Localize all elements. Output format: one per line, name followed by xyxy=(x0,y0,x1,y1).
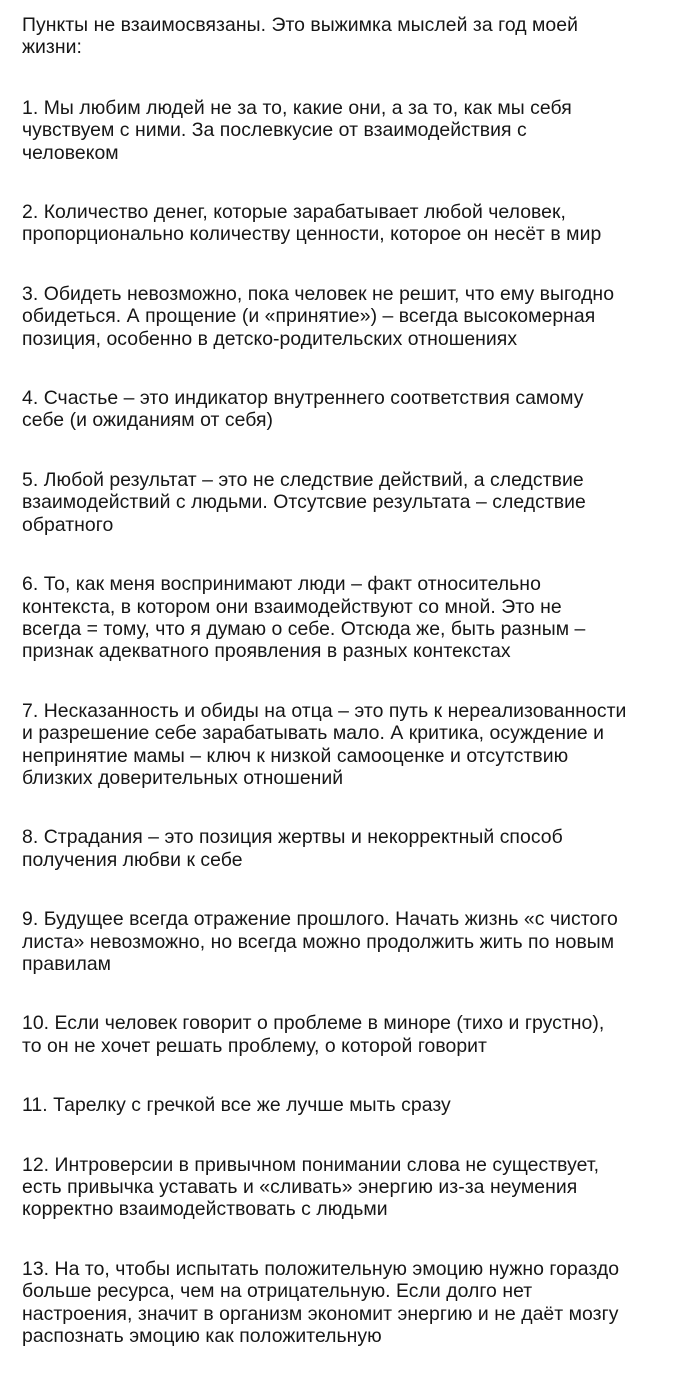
list-item-line: 9. Будущее всегда отражение прошлого. Начать жизнь «с чистого xyxy=(22,908,618,931)
list-item-line: больше ресурса, чем на отрицательную. Если долго нет xyxy=(22,1280,533,1303)
list-item-line: обратного xyxy=(22,513,114,536)
list-item-line: правилам xyxy=(22,952,112,975)
list-item-line: распознать эмоцию как положительную xyxy=(22,1325,382,1348)
list-item-line: 4. Счастье – это индикатор внутреннего соответствия самому xyxy=(22,387,584,410)
list-item-line: 7. Несказанность и обиды на отца – это путь к нереализованности xyxy=(22,699,627,722)
list-item-line: 6. То, как меня воспринимают люди – факт относительно xyxy=(22,573,541,596)
list-item-line: листа» невозможно, но всегда можно продолжить жить по новым xyxy=(22,930,615,953)
list-item-line: пропорционально количеству ценности, которое он несёт в мир xyxy=(22,223,602,246)
intro-line: жизни: xyxy=(22,36,82,59)
list-item-5 xyxy=(22,469,682,536)
list-item-8 xyxy=(22,826,682,871)
list-item-line: всегда = тому, что я думаю о себе. Отсюда же, быть разным – xyxy=(22,617,586,640)
list-item-line: позиция, особенно в детско-родительских отношениях xyxy=(22,327,518,350)
list-item-line: близких доверительных отношений xyxy=(22,766,344,789)
list-item-line: то он не хочет решать проблему, о которой говорит xyxy=(22,1034,487,1057)
list-item-line: признак адекватного проявления в разных контекстах xyxy=(22,640,511,663)
intro-line: Пункты не взаимосвязаны. Это выжимка мыслей за год моей xyxy=(22,14,578,36)
list-item-9 xyxy=(22,908,682,975)
list-item-1 xyxy=(22,97,682,164)
list-item-line: непринятие мамы – ключ к низкой самооценке и отсутствию xyxy=(22,744,569,767)
list-item-line: 1. Мы любим людей не за то, какие они, а за то, как мы себя xyxy=(22,96,572,119)
list-item-7 xyxy=(22,700,682,790)
list-item-line: обидеться. А прощение (и «принятие») – всегда высокомерная xyxy=(22,305,596,328)
list-item-12 xyxy=(22,1154,682,1221)
list-item-line: 2. Количество денег, которые зарабатывает любой человек, xyxy=(22,201,566,224)
list-item-11 xyxy=(22,1094,682,1116)
list-item-line: 3. Обидеть невозможно, пока человек не решит, что ему выгодно xyxy=(22,282,615,305)
list-item-line: чувствуем с ними. За послевкусие от взаимодействия с xyxy=(22,119,527,142)
list-item-line: есть привычка уставать и «сливать» энергию из-за неумения xyxy=(22,1176,578,1198)
list-item-line: 5. Любой результат – это не следствие действий, а следствие xyxy=(22,468,584,491)
list-item-line: получения любви к себе xyxy=(22,848,243,871)
list-item-line: 12. Интроверсии в привычном понимании слова не существует, xyxy=(22,1153,600,1176)
list-item-line: человеком xyxy=(22,141,119,164)
list-item-line: взаимодействий с людьми. Отсутсвие результата – следствие xyxy=(22,491,586,514)
list-item-line: и разрешение себе зарабатывать мало. А критика, осуждение и xyxy=(22,722,605,745)
document-page xyxy=(22,14,682,1384)
list-item-line: корректно взаимодействовать с людьми xyxy=(22,1198,388,1221)
list-item-line: 11. Тарелку с гречкой все же лучше мыть сразу xyxy=(22,1094,451,1117)
list-item-line: контекста, в котором они взаимодействуют со мной. Это не xyxy=(22,595,562,618)
list-item-6 xyxy=(22,573,682,663)
list-item-line: 8. Страдания – это позиция жертвы и некорректный способ xyxy=(22,826,563,849)
list-item-line: 10. Если человек говорит о проблеме в миноре (тихо и грустно), xyxy=(22,1012,605,1035)
list-item-2 xyxy=(22,201,682,246)
intro-paragraph xyxy=(22,14,682,59)
list-item-line: себе (и ожиданиям от себя) xyxy=(22,409,274,432)
list-item-3 xyxy=(22,283,682,350)
list-item-4 xyxy=(22,387,682,432)
list-item-13 xyxy=(22,1258,682,1348)
list-item-line: 13. На то, чтобы испытать положительную эмоцию нужно гораздо xyxy=(22,1257,620,1280)
list-item-line: настроения, значит в организм экономит энергию и не даёт мозгу xyxy=(22,1302,619,1325)
list-item-10 xyxy=(22,1012,682,1057)
